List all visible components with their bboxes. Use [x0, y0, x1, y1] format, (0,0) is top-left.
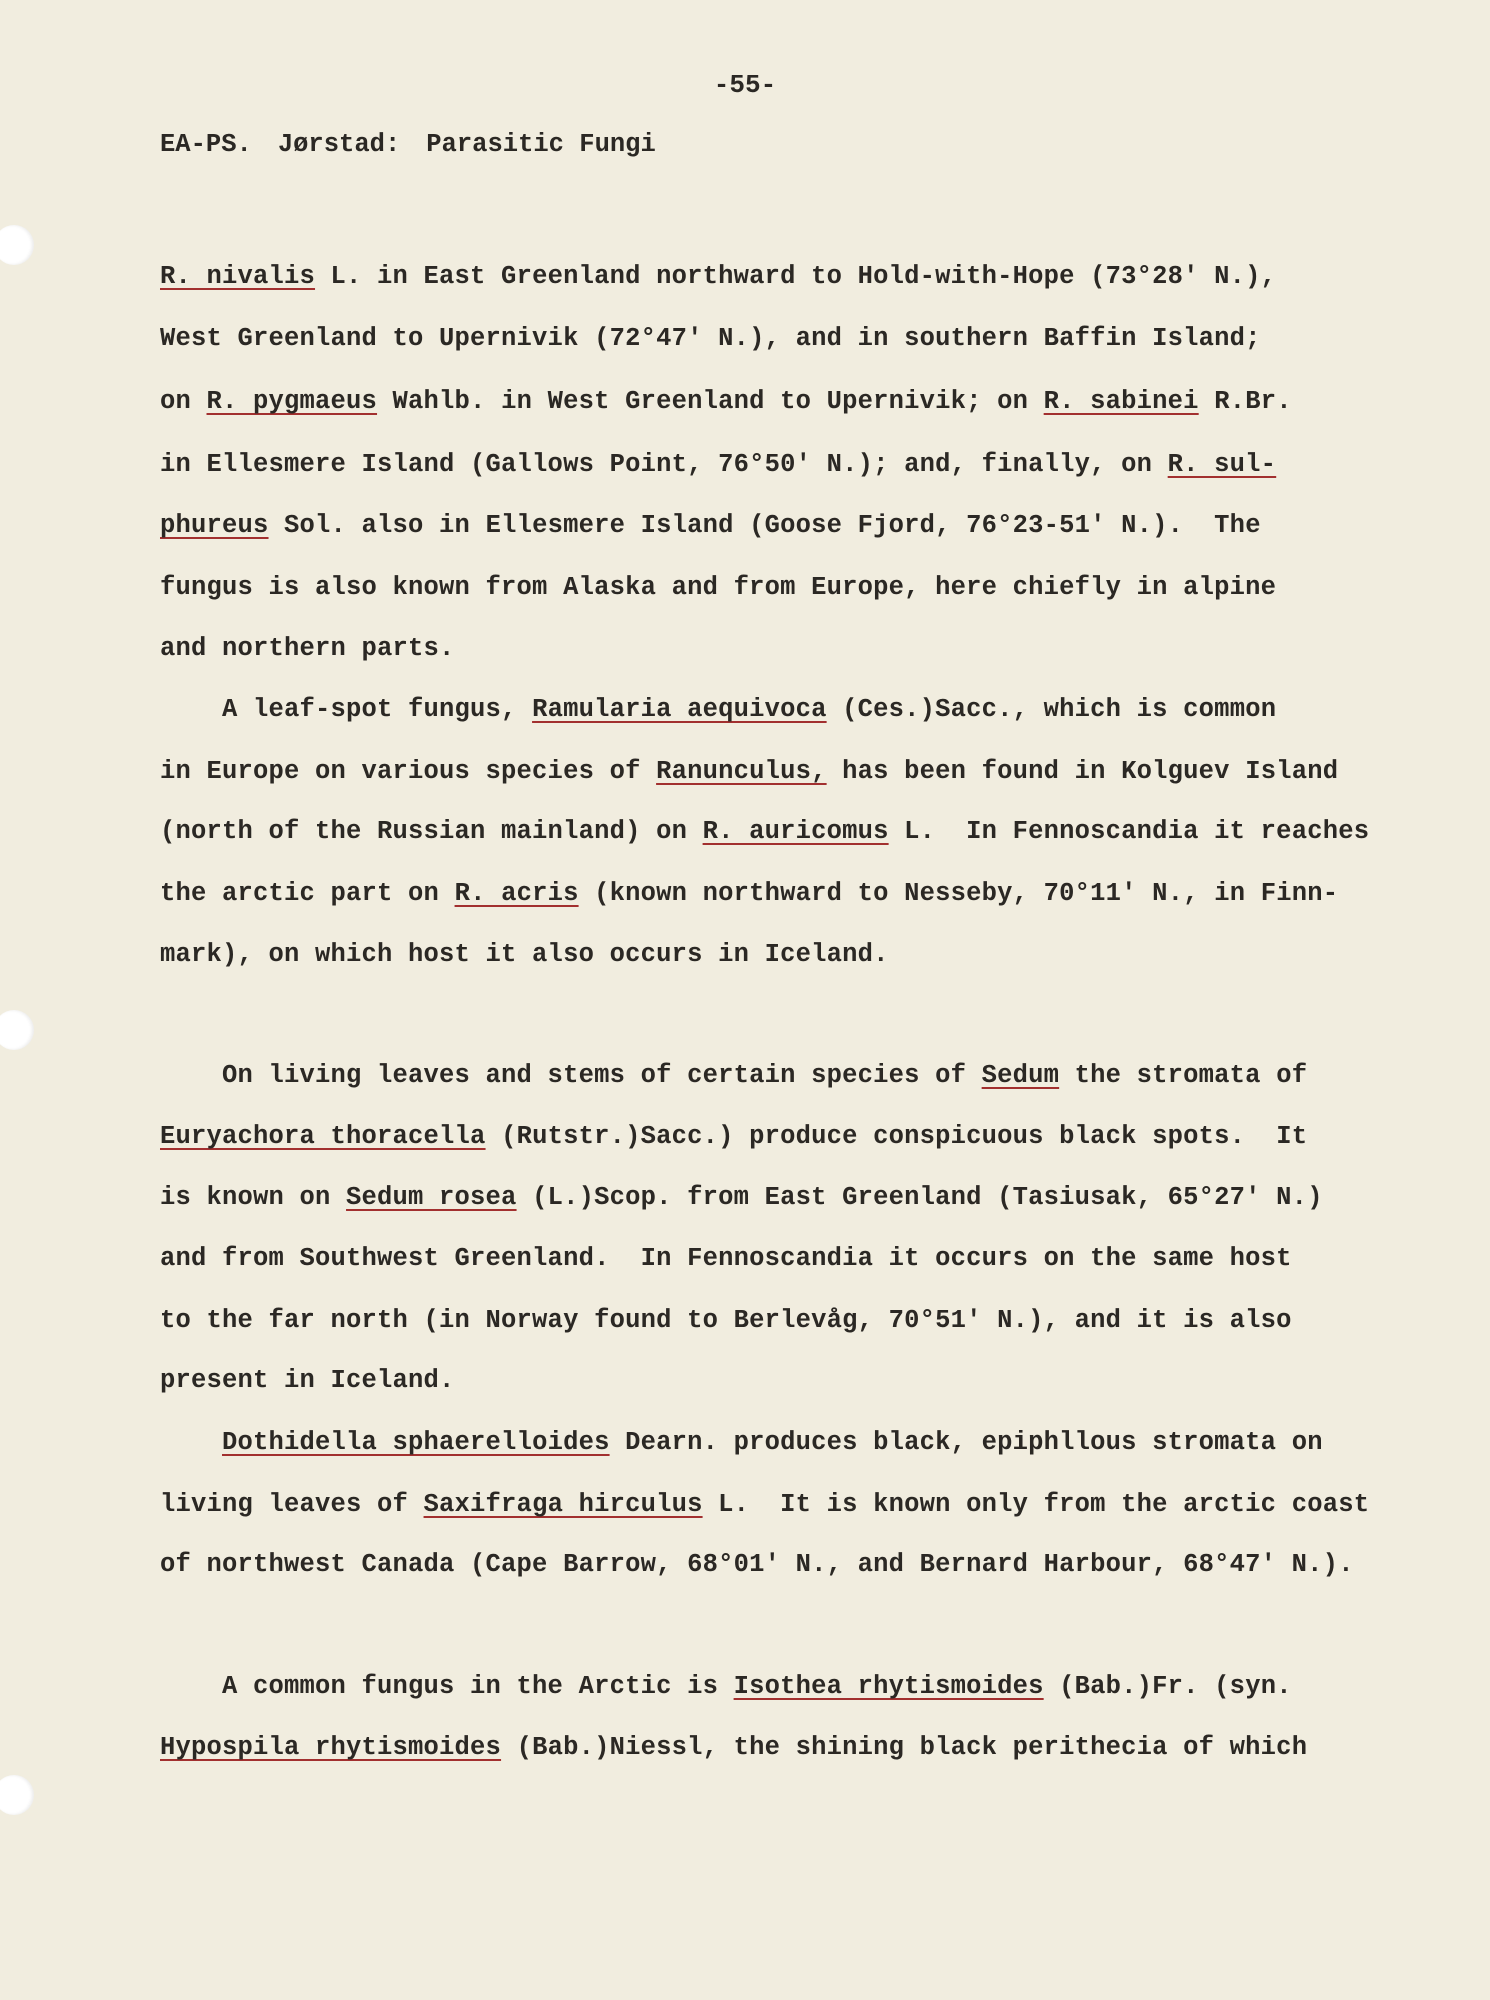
running-header — [160, 130, 682, 159]
text-segment: in Europe on various species of — [160, 757, 657, 786]
text-segment: to the far north (in Norway found to Berlevåg, 70°51' N.), and it is also — [160, 1306, 1292, 1335]
text-line — [160, 1490, 1369, 1519]
text-line — [160, 757, 1338, 786]
taxon-name: R. acris — [454, 879, 579, 908]
header-code: EA-PS. — [160, 130, 252, 159]
text-segment: has been found in Kolguev Island — [826, 757, 1339, 786]
text-line — [160, 1733, 1307, 1762]
header-title: Parasitic Fungi — [426, 130, 656, 159]
text-line — [160, 1550, 1354, 1579]
taxon-name: Euryachora thoracella — [160, 1122, 486, 1151]
taxon-name: Ramularia aequivoca — [532, 695, 827, 724]
text-line — [160, 1061, 1307, 1090]
text-segment: the stromata of — [1059, 1061, 1308, 1090]
text-segment: Sol. also in Ellesmere Island (Goose Fjord, 76°23-51' N.). The — [268, 511, 1261, 540]
text-segment: is known on — [160, 1183, 347, 1212]
text-segment: L. in East Greenland northward to Hold-with-Hope (73°28' N.), — [315, 262, 1277, 291]
taxon-name: Ranunculus, — [656, 757, 827, 786]
taxon-name: Hypospila rhytismoides — [160, 1733, 502, 1762]
text-segment: of northwest Canada (Cape Barrow, 68°01' N., and Bernard Harbour, 68°47' N.). — [160, 1550, 1354, 1579]
taxon-name: Dothidella sphaerelloides — [222, 1428, 610, 1457]
text-segment: On living leaves and stems of certain species of — [160, 1061, 982, 1090]
punch-hole — [0, 1775, 34, 1815]
text-line — [160, 634, 455, 663]
text-segment — [160, 1428, 222, 1457]
page-number: -55- — [713, 70, 777, 100]
text-line — [160, 1306, 1292, 1335]
taxon-name: Sedum rosea — [346, 1183, 517, 1212]
text-segment: mark), on which host it also occurs in Iceland. — [160, 940, 889, 969]
text-segment: living leaves of — [160, 1490, 424, 1519]
taxon-name: R. pygmaeus — [206, 387, 378, 416]
punch-hole — [0, 225, 34, 265]
text-segment: on — [160, 387, 207, 416]
text-segment: the arctic part on — [160, 879, 455, 908]
text-segment: Dearn. produces black, epiphllous stromata on — [609, 1428, 1323, 1457]
text-line — [160, 879, 1338, 908]
text-segment: in Ellesmere Island (Gallows Point, 76°50' N.); and, finally, on — [160, 450, 1168, 479]
text-line — [160, 387, 1292, 416]
text-segment: A common fungus in the Arctic is — [160, 1672, 734, 1701]
text-line — [160, 511, 1261, 540]
taxon-name: phureus — [160, 511, 269, 540]
text-segment: (north of the Russian mainland) on — [160, 817, 703, 846]
text-segment: L. In Fennoscandia it reaches — [888, 817, 1370, 846]
text-segment: (Rutstr.)Sacc.) produce conspicuous black spots. It — [485, 1122, 1308, 1151]
text-line — [160, 573, 1276, 602]
text-line — [160, 1366, 455, 1395]
text-line — [160, 695, 1276, 724]
taxon-name: R. sabinei — [1043, 387, 1199, 416]
text-line — [160, 1244, 1292, 1273]
text-line — [160, 817, 1369, 846]
text-segment: and northern parts. — [160, 634, 455, 663]
text-line — [160, 1428, 1323, 1457]
taxon-name: Isothea rhytismoides — [733, 1672, 1044, 1701]
text-line — [160, 1183, 1323, 1212]
taxon-name: Sedum — [981, 1061, 1060, 1090]
text-segment: L. It is known only from the arctic coast — [702, 1490, 1370, 1519]
text-line — [160, 262, 1276, 291]
text-segment: and from Southwest Greenland. In Fennoscandia it occurs on the same host — [160, 1244, 1292, 1273]
taxon-name: R. sul- — [1167, 450, 1277, 479]
punch-hole — [0, 1010, 34, 1050]
header-author: Jørstad: — [277, 130, 401, 159]
text-line — [160, 450, 1276, 479]
text-segment: fungus is also known from Alaska and from Europe, here chiefly in alpine — [160, 573, 1277, 602]
taxon-name: R. nivalis — [160, 262, 316, 291]
text-line — [160, 324, 1261, 353]
text-segment: R.Br. — [1198, 387, 1292, 416]
text-segment: (known northward to Nesseby, 70°11' N., in Finn- — [578, 879, 1339, 908]
text-segment: (Bab.)Fr. (syn. — [1043, 1672, 1292, 1701]
text-segment: (Bab.)Niessl, the shining black perithecia of which — [501, 1733, 1308, 1762]
text-line — [160, 1122, 1307, 1151]
text-line — [160, 940, 889, 969]
taxon-name: R. auricomus — [702, 817, 889, 846]
text-segment: (L.)Scop. from East Greenland (Tasiusak, 65°27' N.) — [516, 1183, 1323, 1212]
text-segment: Wahlb. in West Greenland to Upernivik; on — [377, 387, 1044, 416]
text-line — [160, 1672, 1292, 1701]
text-segment: present in Iceland. — [160, 1366, 455, 1395]
text-segment: (Ces.)Sacc., which is common — [826, 695, 1277, 724]
text-segment: A leaf-spot fungus, — [160, 695, 533, 724]
text-segment: West Greenland to Upernivik (72°47' N.), and in southern Baffin Island; — [160, 324, 1261, 353]
taxon-name: Saxifraga hirculus — [423, 1490, 703, 1519]
